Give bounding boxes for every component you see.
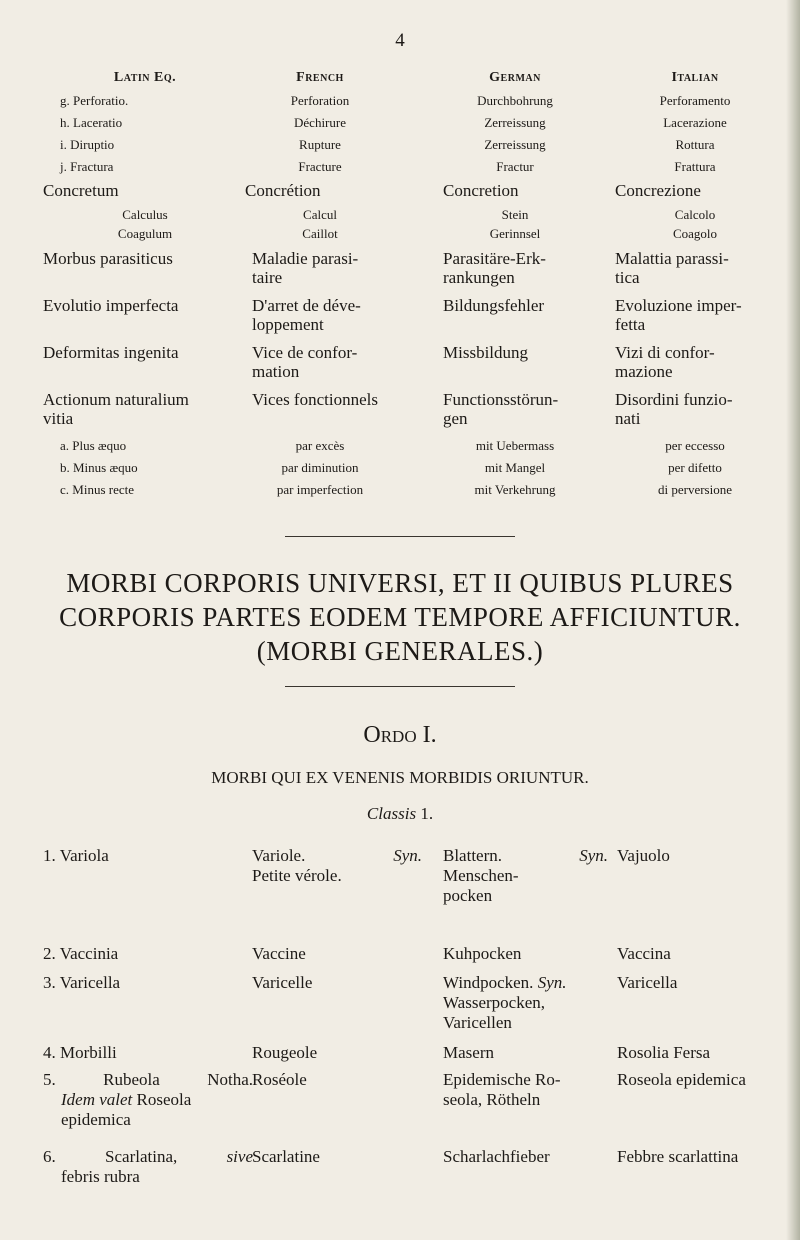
latin-cell: 1. Variola: [43, 846, 109, 865]
classis-heading: [0, 804, 800, 824]
french-cell: Maladie parasi- taire: [252, 249, 359, 287]
italian-cell: Evoluzione imper- fetta: [615, 296, 742, 334]
german-cell: Parasitäre-Erk- rankungen: [443, 249, 546, 287]
french-cell: Caillot: [302, 226, 338, 241]
section-divider: [285, 536, 515, 537]
french-cell: Vaccine: [252, 944, 306, 963]
italian-cell: Roseola epidemica: [617, 1070, 746, 1089]
french-cell: Varicelle: [252, 973, 313, 992]
french-cell: Variole. Syn. Petite vérole.: [252, 846, 422, 885]
italian-cell: Lacerazione: [663, 115, 727, 130]
italian-cell: Vaccina: [617, 944, 671, 963]
german-cell: mit Uebermass: [475, 438, 555, 453]
latin-cell: h. Laceratio: [60, 115, 123, 130]
classis-number: 1.: [420, 804, 434, 823]
french-cell: Rupture: [299, 137, 341, 152]
latin-cell: Concretum: [43, 181, 119, 200]
latin-cell: Evolutio imperfecta: [43, 296, 179, 315]
french-cell: Vices fonctionnels: [252, 390, 378, 409]
classis-label: Classis: [366, 804, 417, 823]
latin-cell: 3. Varicella: [43, 973, 121, 992]
french-cell: Concrétion: [245, 181, 321, 200]
latin-cell: 2. Vaccinia: [43, 944, 119, 963]
latin-cell: a. Plus æquo: [60, 438, 127, 453]
italian-cell: Concrezione: [615, 181, 701, 200]
ordo-heading: Ordo I.: [363, 722, 437, 748]
latin-cell: j. Fractura: [60, 159, 114, 174]
german-cell: mit Verkehrung: [474, 482, 556, 497]
italian-cell: Frattura: [674, 159, 716, 174]
german-cell: Functionsstörun- gen: [443, 390, 559, 428]
sub-heading: MORBI QUI EX VENENIS MORBIDIS ORIUNTUR.: [211, 768, 589, 787]
french-cell: Perforation: [290, 93, 350, 108]
header-german: German: [489, 70, 541, 85]
german-cell: Gerinnsel: [489, 226, 541, 241]
header-italian: Italian: [671, 70, 719, 85]
german-cell: Kuhpocken: [443, 944, 522, 963]
german-cell: Stein: [501, 207, 529, 222]
italian-cell: Perforamento: [659, 93, 731, 108]
latin-cell: 6. Scarlatina, sive febris rubra: [43, 1147, 253, 1186]
italian-cell: Rosolia Fersa: [617, 1043, 711, 1062]
italian-cell: Disordini funzio- nati: [615, 390, 733, 428]
german-cell: Concretion: [443, 181, 519, 200]
italian-cell: Vajuolo: [617, 846, 670, 865]
french-cell: par diminution: [281, 460, 359, 475]
german-cell: Missbildung: [443, 343, 529, 362]
latin-cell: Morbus parasiticus: [43, 249, 173, 268]
french-cell: Vice de confor- mation: [252, 343, 358, 381]
latin-cell: Actionum naturalium vitia: [43, 390, 189, 428]
italian-cell: per eccesso: [665, 438, 725, 453]
italian-cell: per difetto: [668, 460, 722, 475]
italian-cell: Malattia parassi- tica: [615, 249, 729, 287]
french-cell: Fracture: [298, 159, 342, 174]
german-cell: Masern: [443, 1043, 494, 1062]
german-cell: Fractur: [496, 159, 534, 174]
italian-cell: Calcolo: [674, 207, 716, 222]
french-cell: Calcul: [303, 207, 337, 222]
latin-cell: i. Diruptio: [60, 137, 115, 152]
french-cell: Rougeole: [252, 1043, 318, 1062]
latin-cell: b. Minus æquo: [60, 460, 138, 475]
french-cell: Déchirure: [294, 115, 346, 130]
german-cell: Scharlachfieber: [443, 1147, 550, 1166]
german-cell: Durchbohrung: [477, 93, 553, 108]
header-french: French: [296, 70, 344, 85]
french-cell: Roséole: [252, 1070, 307, 1089]
main-heading-line-2: CORPORIS PARTES EODEM TEMPORE AFFICIUNTUR.: [59, 602, 741, 632]
page-number: 4: [395, 30, 405, 51]
header-latin: Latin Eq.: [113, 70, 177, 85]
latin-cell: Coagulum: [117, 226, 173, 241]
french-cell: Scarlatine: [252, 1147, 320, 1166]
main-heading-line-1: MORBI CORPORIS UNIVERSI, ET II QUIBUS PLURES: [66, 568, 734, 598]
german-cell: mit Mangel: [484, 460, 546, 475]
german-cell: Epidemische Ro- seola, Rötheln: [443, 1070, 561, 1109]
italian-cell: Febbre scarlattina: [617, 1147, 739, 1166]
italian-cell: Coagolo: [672, 226, 718, 241]
german-cell: Zerreissung: [484, 115, 546, 130]
italian-cell: di perversione: [657, 482, 732, 497]
latin-cell: Calculus: [122, 207, 168, 222]
latin-cell: c. Minus recte: [60, 482, 135, 497]
italian-cell: Varicella: [617, 973, 678, 992]
section-divider: [285, 686, 515, 687]
german-cell: Windpocken. Syn. Wasserpocken, Varicellen: [443, 973, 567, 1032]
french-cell: D'arret de déve- loppement: [252, 296, 361, 334]
latin-cell: g. Perforatio.: [60, 93, 129, 108]
german-cell: Bildungsfehler: [443, 296, 545, 315]
italian-cell: Vizi di confor- mazione: [615, 343, 715, 381]
latin-cell: 4. Morbilli: [43, 1043, 117, 1062]
german-cell: Blattern. Syn. Menschen- pocken: [443, 846, 608, 905]
italian-cell: Rottura: [675, 137, 715, 152]
french-cell: par excès: [295, 438, 345, 453]
latin-cell: 5. Rubeola Notha. Idem valet Roseola epidemica: [43, 1070, 253, 1129]
french-cell: par imperfection: [276, 482, 364, 497]
german-cell: Zerreissung: [484, 137, 546, 152]
latin-cell: Deformitas ingenita: [43, 343, 179, 362]
main-heading-line-3: (MORBI GENERALES.): [256, 636, 544, 666]
